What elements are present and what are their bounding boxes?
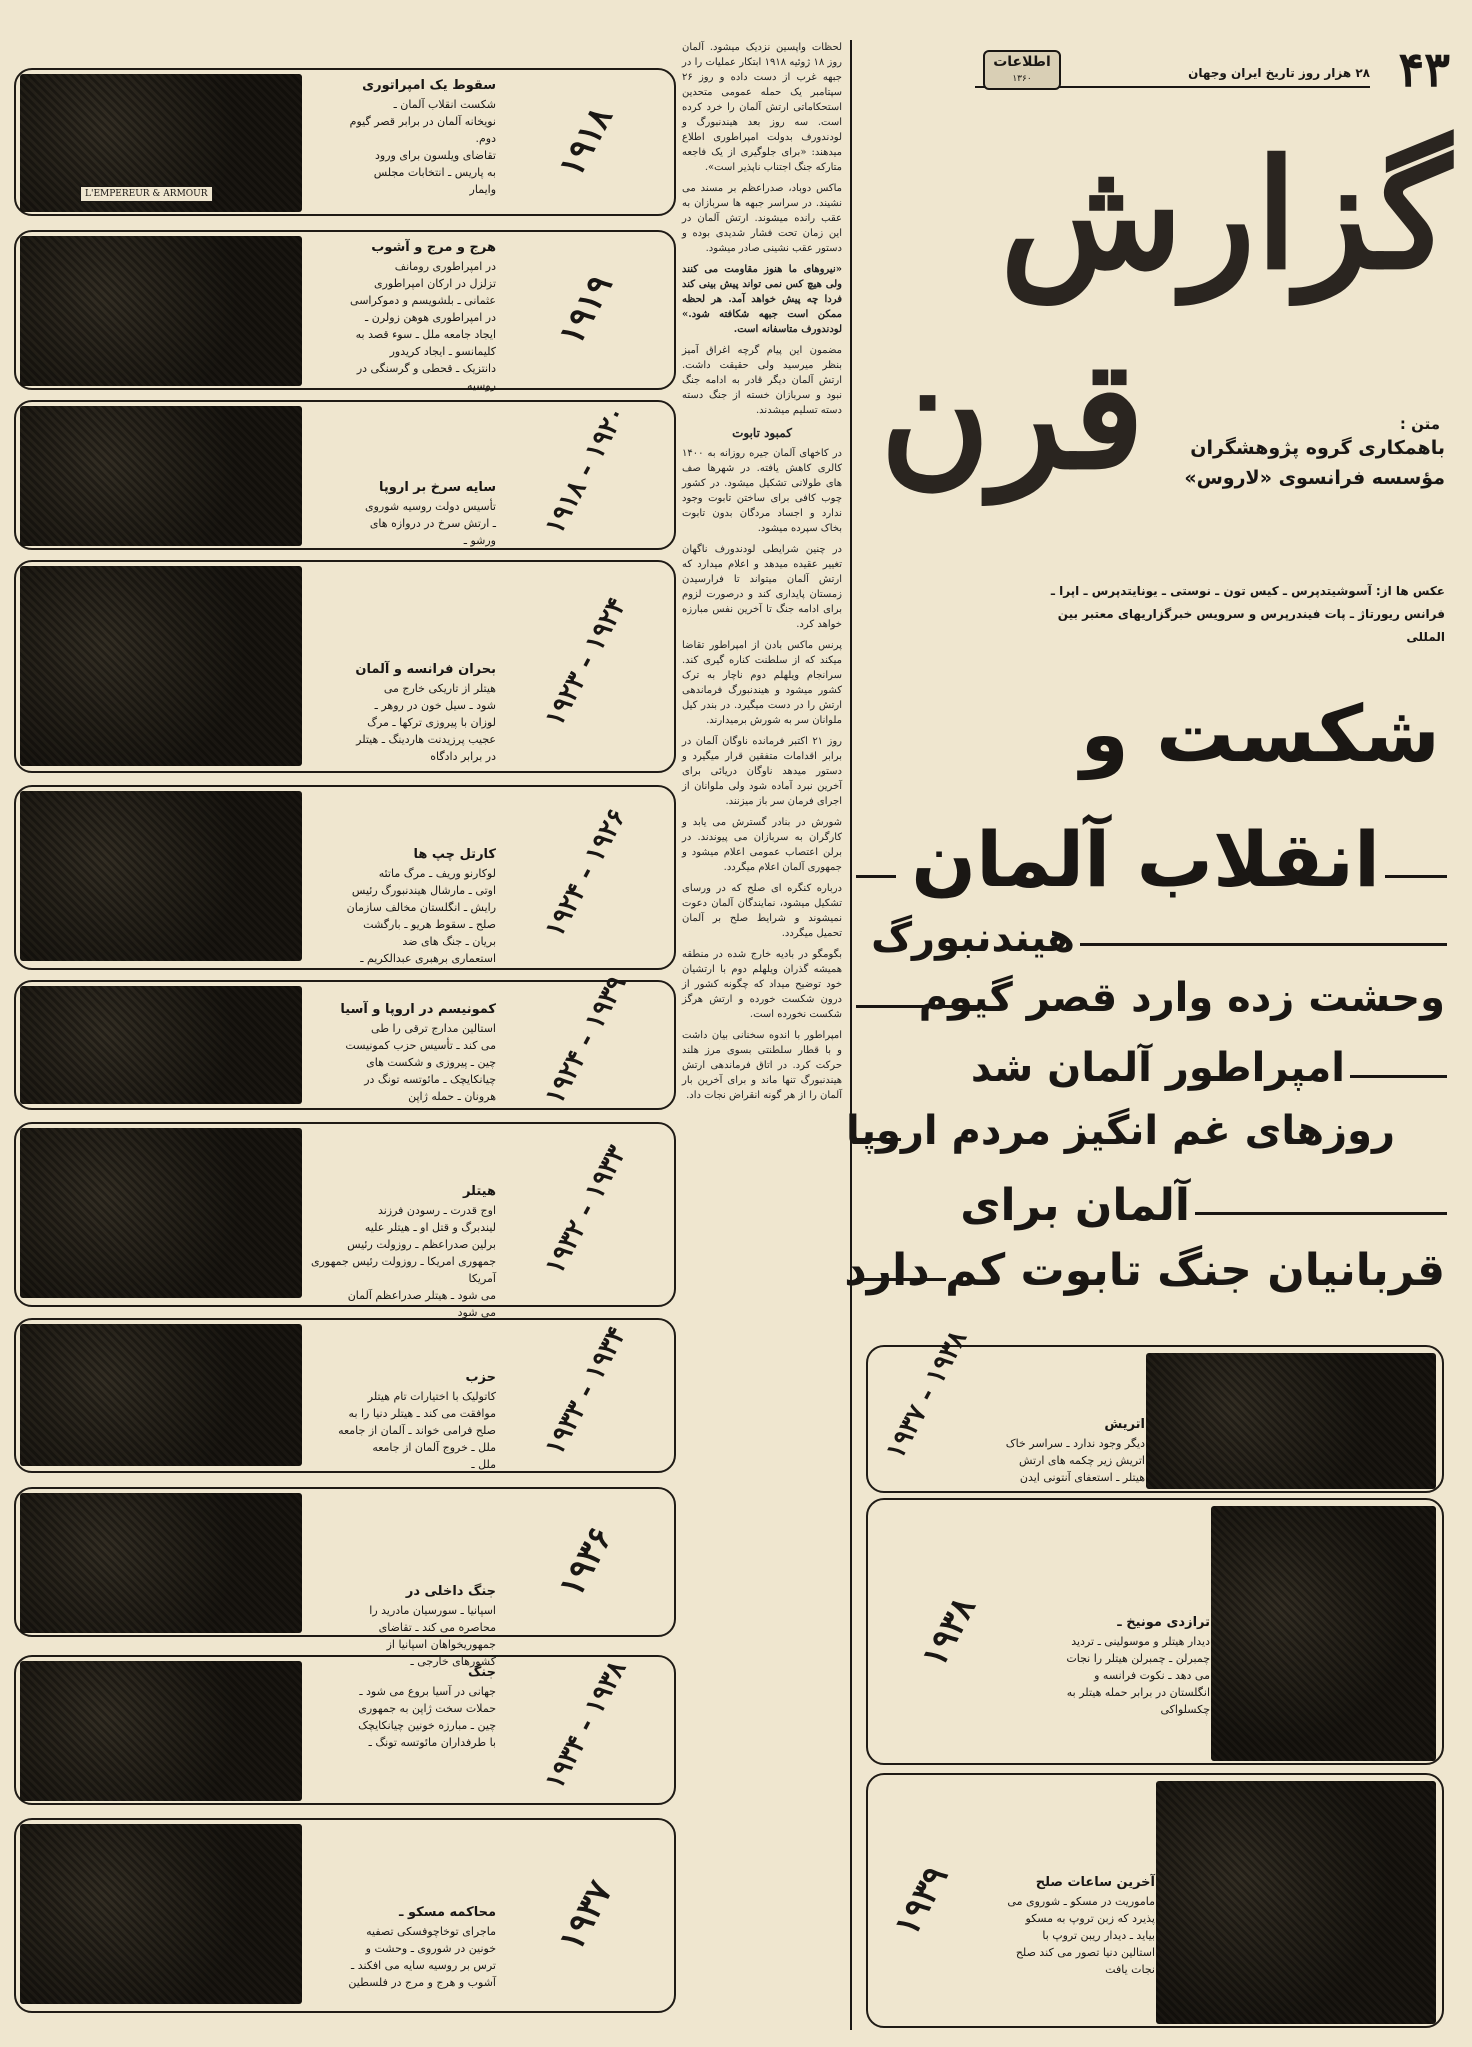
logo bbox=[983, 50, 1061, 90]
headline-h4: وحشت زده وارد قصر گیوم bbox=[918, 975, 1445, 1021]
timeline-year: ۱۹۳۲ - ۱۹۳۳ bbox=[539, 1140, 633, 1279]
timeline-photo bbox=[20, 986, 302, 1104]
article-p1: لحظات واپسین نزدیک میشود. آلمان روز ۱۸ ژوئیه ۱۹۱۸ ابتکار عملیات را در جبهه غرب از دست داده و روز ۲۶ سپتامبر یک حمله عمومی متحدین استحکاماتی ارتش آلمان را خرد کرده است. سه روز بعد هیندنبورگ و لودندورف بدولت امپراطوری اطلاع میدهند: «برای جلوگیری از یک فاجعه متارکه جنگ اجتناب ناپذیر است». bbox=[682, 42, 842, 173]
timeline-photo bbox=[20, 1128, 302, 1298]
timeline-photo bbox=[20, 1324, 302, 1466]
timeline-body: ماجرای توخاچوفسکی تصفیه خونین در شوروی ـ وحشت و ترس بر روسیه سایه می افکند ـ آشوب و هرج و مرج در فلسطین bbox=[348, 1925, 496, 1990]
rule-h6 bbox=[856, 1138, 901, 1141]
article-p2: ماکس دوباد، صدراعظم بر مسند می نشیند. در سراسر جبهه ها سربازان به عقب رانده میشوند. ارتش آلمان در این زمان تحت فشار شدیدی بوده و دستور عقب نشینی صادر میشود. bbox=[682, 183, 842, 254]
right-box bbox=[866, 1498, 1444, 1765]
headline-h7: آلمان برای bbox=[960, 1180, 1190, 1231]
timeline-title: سقوط یک امپراتوری bbox=[362, 78, 496, 93]
timeline-box bbox=[14, 400, 676, 550]
article-p4: مضمون این پیام گرچه اغراق آمیز بنظر میرسید ولی حقیقت داشت. ارتش آلمان دیگر قادر به ادامه جنگ نبود و سربازان خسته از جنگ دسته دسته تسلیم میشدند. bbox=[682, 345, 842, 416]
timeline-body: کاتولیک با اختیارات تام هیتلر موافقت می کند ـ هیتلر دنیا را به صلح فرامی خواند ـ آلمان از جامعه ملل ـ خروج آلمان از جامعه ملل ـ bbox=[338, 1390, 496, 1472]
timeline-box bbox=[14, 230, 676, 393]
timeline-title: محاکمه مسکو ـ bbox=[399, 1905, 496, 1920]
headline-h8: قربانیان جنگ تابوت کم دارد bbox=[844, 1245, 1445, 1296]
right-box-body: ماموریت در مسکو ـ شوروی می پذیرد که زبن تروپ به مسکو بیاید ـ دیدار ریبن تروپ با استالین دنیا تصور می کند صلح نجات یافت bbox=[1007, 1895, 1155, 1977]
logo-text: اطلاعات bbox=[993, 54, 1051, 70]
timeline-body: لوکارنو وریف ـ مرگ ماتئه اوتی ـ مارشال هیندنبورگ رئیس رایش ـ انگلستان مخالف سازمان صلح ـ سقوط هریو ـ بارگشت بریان ـ جنگ های ضد استعماری برهبری عبدالکریم ـ bbox=[346, 867, 496, 966]
page-number: ۴۳ bbox=[1398, 42, 1450, 98]
rule-main2-left bbox=[856, 875, 896, 878]
timeline-year: ۱۹۳۳ - ۱۹۳۴ bbox=[539, 1321, 633, 1460]
right-box-photo bbox=[1146, 1353, 1436, 1489]
timeline-photo-caption: L'EMPEREUR & ARMOUR bbox=[80, 186, 213, 202]
article-p3: «نیروهای ما هنوز مقاومت می کنند ولی هیچ کس نمی تواند پیش بینی کند فردا چه پیش خواهد آمد. هر لحظه ممکن است جبهه شکافته شود.» لودندورف متاسفانه است. bbox=[682, 264, 842, 335]
timeline-year: ۱۹۱۸ - ۱۹۲۰ bbox=[539, 400, 633, 540]
article-subhead: کمبود تابوت bbox=[732, 426, 792, 440]
timeline-box bbox=[14, 68, 676, 216]
right-box-photo bbox=[1156, 1781, 1436, 2024]
timeline-title: جنگ bbox=[468, 1665, 496, 1680]
timeline-body: جهانی در آسیا بروع می شود ـ حملات سخت ژاپن به جمهوری چین ـ مبارزه خونین چیانکایچک با طرفداران مائوتسه تونگ ـ bbox=[358, 1685, 496, 1750]
article-p5: در کاخهای آلمان جیره روزانه به ۱۴۰۰ کالری کاهش یافته. در شهرها صف های طولانی تشکیل میشود. در کشور چوب کافی برای ساختن تابوت وجود ندارد و اجساد مردگان بدون تابوت بخاک سپرده میشود. bbox=[682, 448, 842, 534]
timeline-body: هیتلر از تاریکی خارج می شود ـ سیل خون در روهر ـ لوزان با پیروزی ترکها ـ مرگ عجیب پرزیدنت هاردینگ ـ هیتلر در برابر دادگاه bbox=[356, 682, 496, 764]
timeline-photo bbox=[20, 74, 302, 212]
timeline-box bbox=[14, 560, 676, 773]
credit-line1: باهمکاری گروه پژوهشگران bbox=[1190, 437, 1445, 459]
timeline-photo bbox=[20, 236, 302, 386]
timeline-photo bbox=[20, 1661, 302, 1801]
masthead-title-line2: قرن bbox=[880, 327, 1145, 503]
right-box bbox=[866, 1325, 1444, 1493]
timeline-photo bbox=[20, 1824, 302, 2004]
right-box-body: دیگر وجود ندارد ـ سراسر خاک اتریش زیر چکمه های ارتش هیتلر ـ استعفای آنتونی ایدن bbox=[1005, 1437, 1145, 1485]
headline-hindenburg: هیندنبورگ bbox=[871, 915, 1075, 961]
column-divider bbox=[850, 40, 852, 2030]
article-p9: شورش در بنادر گسترش می یابد و کارگران به سربازان می پیوندند. در برلن اعتصاب عمومی اعلام میشود و جمهوری آلمان اعلام میگردد. bbox=[682, 817, 842, 873]
timeline-year: ۱۹۳۴ - ۱۹۳۸ bbox=[539, 1655, 633, 1795]
timeline-body: اوج قدرت ـ رسودن فرزند لیندبرگ و قتل او ـ هیتلر علیه برلین صدراعظم ـ روزولت رئیس جمهوری امریکا ـ روزولت رئیس جمهوری آمریکا می شود ـ هیتلر صدراعظم آلمان می شود bbox=[311, 1204, 496, 1320]
article-p12: امپراطور با اندوه سخنانی بیان داشت و با قطار سلطنتی بسوی مرز هلند حرکت کرد. در اتاق فرماندهی ارتش هیندنبورگ تنها ماند و برای آخرین بار آلمان را از هر گونه انقراض نجات داد. bbox=[682, 1030, 842, 1101]
credit-label: متن : bbox=[1399, 415, 1440, 433]
rule-h8 bbox=[856, 1278, 946, 1281]
timeline-year: ۱۹۳۶ bbox=[551, 1520, 621, 1604]
right-box-title: اتریش bbox=[1104, 1417, 1145, 1432]
timeline-year: ۱۹۳۷ bbox=[551, 1873, 621, 1958]
timeline-title: هیتلر bbox=[462, 1184, 496, 1199]
timeline-box bbox=[14, 1487, 676, 1669]
right-box-year: ۱۹۳۸ bbox=[914, 1589, 984, 1674]
series-line: ۲۸ هزار روز تاریخ ایران وجهان bbox=[1188, 66, 1370, 80]
rule-h3 bbox=[1080, 943, 1447, 946]
article-p10: درباره کنگره ای صلح که در ورسای تشکیل میشود، نمایندگان آلمان دعوت نمیشوند و شرایط صلح بر آلمان تحمیل میگردد. bbox=[682, 883, 842, 939]
right-box-body: دیدار هیتلر و موسولینی ـ تردید چمبرلن ـ چمبرلن هیتلر را نجات می دهد ـ نکوت فرانسه و انگلستان در برابر حمله هیتلر به چکسلواکی bbox=[1066, 1635, 1210, 1717]
timeline-photo bbox=[20, 1493, 302, 1633]
timeline-body: در امپراطوری رومانف تزلزل در ارکان امپراطوری عثمانی ـ بلشویسم و دموکراسی در امپراطوری هوهن زولرن ـ ایجاد جامعه ملل ـ سوء قصد به کلیمانسو ـ ایجاد کریدور دانتزیک ـ قحطی و گرسنگی در روسیه bbox=[350, 260, 496, 393]
logo-year: ۱۳۶۰ bbox=[1012, 74, 1032, 84]
rule-main2-right bbox=[1385, 875, 1447, 878]
timeline-title: کمونیسم در اروپا و آسیا bbox=[340, 1002, 496, 1017]
rule-h5 bbox=[1350, 1075, 1447, 1078]
timeline-year: ۱۹۲۴ - ۱۹۲۶ bbox=[539, 803, 633, 942]
header-strip bbox=[975, 42, 1455, 106]
timeline-year: ۱۹۱۸ bbox=[551, 100, 621, 184]
timeline-body: استالین مدارج ترقی را طی می کند ـ تأسیس حزب کمونیست چین ـ پیروزی و شکست های چیانکایچک ـ مائوتسه تونگ در هرونان ـ حمله ژاپن bbox=[345, 1022, 496, 1104]
article-p11: بگومگو در بادیه خارج شده در منطقه همیشه گذران ویلهلم دوم با ارتشیان خود توضیح میداد که چگونه کشور از درون شکست خورده و ارتش هرگز شکست نخورده است. bbox=[682, 949, 842, 1020]
timeline-box bbox=[14, 970, 676, 1110]
timeline-body: اسپانیا ـ سورسیان مادرید را محاصره می کند ـ تقاضای جمهوریخواهان اسپانیا از کشورهای خارجی ـ bbox=[369, 1604, 496, 1669]
headline-main2: انقلاب آلمان bbox=[911, 815, 1380, 904]
right-box-title: ترازدی مونیخ ـ bbox=[1117, 1615, 1210, 1630]
timeline-body: تأسیس دولت روسیه شوروی ـ ارتش سرخ در دروازه های ورشو ـ bbox=[364, 500, 496, 548]
timeline-title: هرج و مرج و آشوب bbox=[371, 240, 496, 255]
timeline-title: بحران فرانسه و آلمان bbox=[355, 662, 496, 677]
timeline-box bbox=[14, 1122, 676, 1320]
rule-h7 bbox=[1195, 1212, 1447, 1215]
timeline-photo bbox=[20, 791, 302, 961]
headline-h6: روزهای غم انگیز مردم اروپا bbox=[845, 1108, 1395, 1154]
timeline-title: کارتل چپ ها bbox=[413, 847, 496, 862]
article-p7: پرنس ماکس بادن از امپراطور تقاضا میکند که از سلطنت کناره گیری کند. سرانجام ویلهلم دوم ناچار به ترک کشور میشود و هیندنبورگ فرماندهی ارتش را در دست میگیرد. در بندر کیل ملوانان سر به شورش برمیدارند. bbox=[682, 640, 842, 726]
timeline-box bbox=[14, 785, 676, 970]
article-p6: در چنین شرایطی لودندورف ناگهان تغییر عقیده میدهد و اعلام میدارد که ارتش آلمان میتواند تا فرارسیدن زمستان پایداری کند و درصورت لزوم برای ادامه جنگ تا آخرین نفس مبارزه خواهد کرد. bbox=[682, 544, 842, 630]
timeline-title: حزب bbox=[465, 1370, 496, 1385]
credit-line2: مؤسسه فرانسوی «لاروس» bbox=[1184, 467, 1445, 489]
timeline-title: جنگ داخلی در bbox=[405, 1584, 496, 1599]
rule-h4 bbox=[856, 1005, 981, 1008]
timeline-box bbox=[14, 1818, 676, 2013]
timeline-photo bbox=[20, 406, 302, 546]
timeline-year: ۱۹۱۹ bbox=[551, 268, 621, 352]
headline-h5: امپراطور آلمان شد bbox=[970, 1045, 1345, 1091]
article-p8: روز ۲۱ اکتبر فرمانده ناوگان آلمان در برابر اقدامات متفقین قرار میگیرد و دستور میدهد ناوگان دریائی برای آخرین نبرد آماده شود ولی ملوانان از اجرای فرمان سر باز میزنند. bbox=[682, 736, 842, 807]
right-box-year: ۱۹۳۹ bbox=[886, 1858, 957, 1943]
right-box-year: ۱۹۳۷ - ۱۹۳۸ bbox=[880, 1325, 973, 1464]
timeline-title: سایه سرخ بر اروپا bbox=[379, 480, 496, 495]
timeline-year: ۱۹۲۴ - ۱۹۳۹ bbox=[539, 970, 633, 1110]
timeline-photo bbox=[20, 566, 302, 766]
article-column bbox=[682, 40, 842, 2030]
right-box-title: آخرین ساعات صلح bbox=[1035, 1875, 1155, 1890]
photo-credit: عکس ها از: آسوشیتدپرس ـ کیس تون ـ نوستی ـ یونایتدپرس ـ اپرا ـ فرانس ریورتاژ ـ پات فیندرپرس و سرویس خبرگزاریهای معتبر بین المللی bbox=[1050, 584, 1445, 644]
masthead-title-line1: گزارش bbox=[1000, 127, 1452, 303]
timeline-body: شکست انقلاب آلمان ـ نویخانه آلمان در برابر قصر گیوم دوم. تقاضای ویلسون برای ورود به پاریس ـ انتخابات مجلس وایمار bbox=[349, 98, 496, 197]
headline-main1: شکست و bbox=[1080, 690, 1440, 780]
timeline-year: ۱۹۲۳ - ۱۹۲۴ bbox=[539, 592, 633, 731]
right-box-photo bbox=[1211, 1506, 1436, 1761]
timeline-box bbox=[14, 1318, 676, 1473]
timeline-box bbox=[14, 1655, 676, 1805]
right-box bbox=[866, 1773, 1444, 2028]
